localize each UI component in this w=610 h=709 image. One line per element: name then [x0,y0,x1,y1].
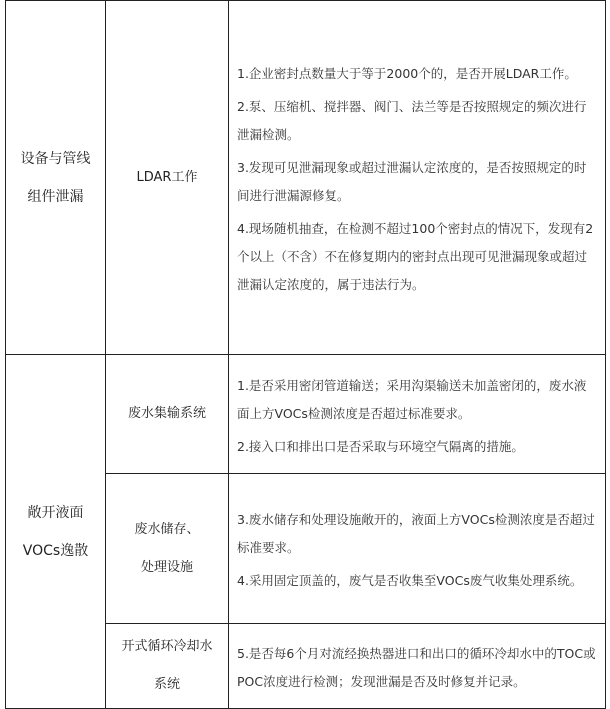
category-line: VOCs逸散 [22,542,89,559]
table-row [6,1,606,355]
requirements-cell [229,474,606,624]
table-row [6,355,606,474]
item-line: 系统 [153,677,180,692]
requirements-cell [229,355,606,474]
item-line: 处理设施 [140,559,193,575]
category-line: 敞开液面 [27,504,84,521]
requirements-cell [229,624,606,709]
requirement-text: 1.是否采用密闭管道输送；采用沟渠输送未加盖密闭的，废水液面上方VOCs检测浓度是否超过标准要求。 [237,377,587,421]
requirement-text: 3.废水储存和处理设施敞开的，液面上方VOCs检测浓度是否超过标准要求。 [237,512,595,555]
item-cell [106,1,229,355]
item-label: LDAR工作 [136,169,198,185]
requirements-cell [229,1,606,355]
category-line: 设备与管线 [20,150,91,167]
requirement-text: 2.泵、压缩机、搅拌器、阀门、法兰等是否按照规定的频次进行泄漏检测。 [237,99,587,142]
requirement-text: 2.接入口和排出口是否采取与环境空气隔离的措施。 [237,438,524,454]
item-cell [106,624,229,709]
requirement-text: 5.是否每6个月对流经换热器进口和出口的循环冷却水中的TOC或POC浓度进行检测；发现泄漏是否及时修复并记录。 [237,646,596,689]
requirement-text: 4.现场随机抽查，在检测不超过100个密封点的情况下，发现有2个以上（不含）不在修复期内的密封点出现可见泄漏现象或超过泄漏认定浓度的，属于违法行为。 [237,221,594,292]
requirement-text: 4.采用固定顶盖的，废气是否收集至VOCs废气收集处理系统。 [237,573,583,588]
item-line: 废水储存、 [134,521,200,537]
item-cell [106,355,229,474]
category-cell [6,355,106,709]
category-line: 组件泄漏 [27,188,84,205]
item-cell [106,474,229,624]
category-cell [6,1,106,355]
requirement-text: 3.发现可见泄漏现象或超过泄漏认定浓度的，是否按照规定的时间进行泄漏源修复。 [237,160,587,203]
inspection-table [5,0,606,709]
requirement-text: 1.企业密封点数量大于等于2000个的，是否开展LDAR工作。 [237,66,577,81]
item-label: 废水集输系统 [127,406,206,421]
item-line: 开式循环冷却水 [121,639,213,654]
